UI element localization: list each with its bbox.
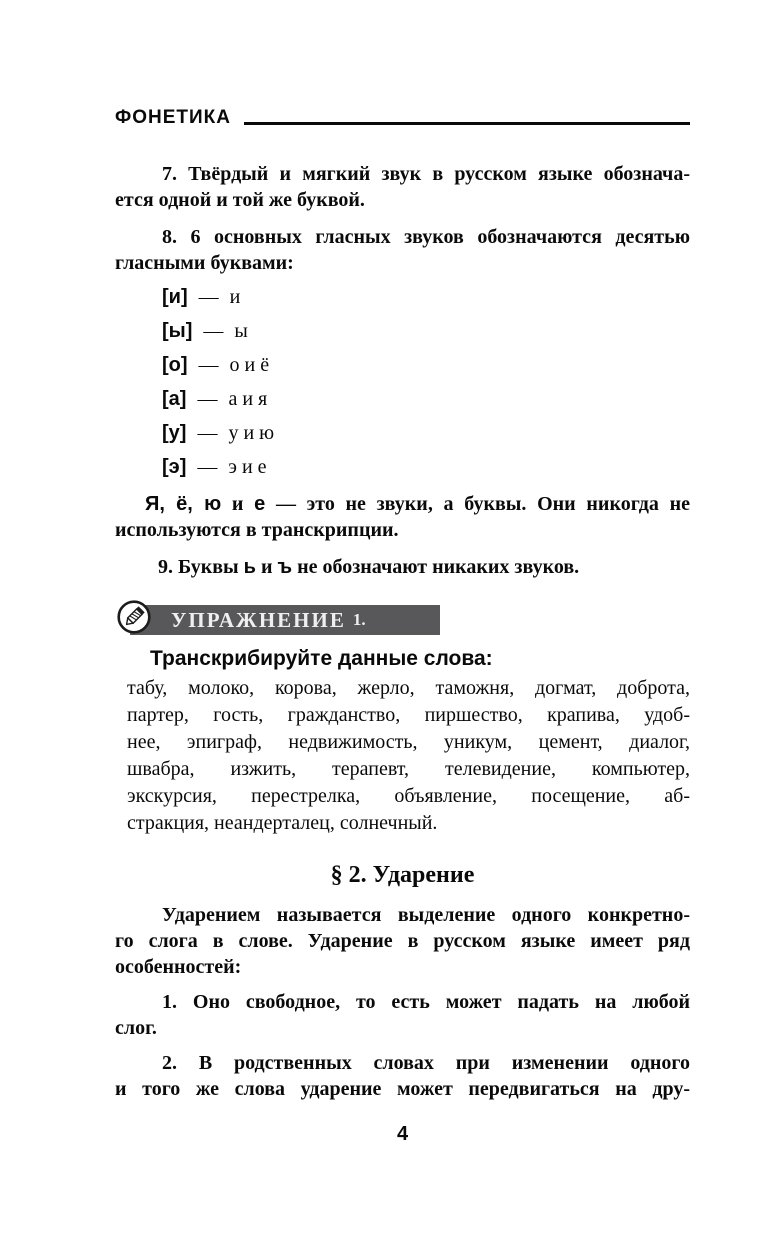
text-line: 1. Оно свободное, то есть может падать на любой (162, 991, 690, 1013)
text-line: и того же слова ударение может передвигаться на дру- (115, 1078, 690, 1100)
section2-paragraph-1 (115, 902, 690, 980)
text-line: особенностей: (115, 956, 242, 978)
text-line: 8. 6 основных гласных звуков обозначаются десятью (162, 226, 690, 248)
dash-separator: — (203, 320, 224, 342)
dash-separator: — (197, 388, 218, 410)
text-line: Ударением называется выделение одного конкретно- (162, 904, 690, 926)
text-segment: и (255, 556, 278, 578)
text-line (115, 554, 690, 580)
text-line: гласными буквами: (115, 252, 294, 274)
sound-transcription: [о] (162, 354, 188, 376)
exercise-banner-bar (130, 605, 440, 635)
text-line: стракция, неандерталец, солнечный. (127, 812, 438, 834)
header-divider-line (244, 122, 690, 125)
text-line: партер, гость, гражданство, пиршество, крапива, удоб- (127, 704, 690, 726)
letters: у и ю (228, 422, 275, 444)
emphasized-letters: Я, ё, ю (145, 493, 222, 515)
page-number: 4 (396, 1123, 409, 1145)
paragraph-9 (115, 554, 690, 580)
chapter-title: ФОНЕТИКА (115, 107, 231, 128)
text-line: швабра, изжить, терапевт, телевидение, компьютер, (127, 758, 690, 780)
exercise-task: Транскрибируйте данные слова: (150, 647, 493, 670)
paragraph-7 (115, 161, 690, 213)
sound-letter-row (115, 386, 690, 412)
exercise-number: 1. (352, 610, 366, 629)
emphasized-letters: е (254, 493, 266, 515)
sound-letter-row (115, 284, 690, 310)
sound-letter-row (115, 454, 690, 480)
text-segment: 9. Буквы (158, 556, 244, 578)
exercise-title: УПРАЖНЕНИЕ (171, 607, 346, 632)
text-line: нее, эпиграф, недвижимость, уникум, цемент, диалог, (127, 731, 690, 753)
section2-paragraph-2 (115, 989, 690, 1041)
letters: э и е (228, 456, 267, 478)
dash-separator: — (198, 354, 219, 376)
text-segment: — это не звуки, а буквы. Они никогда не (265, 493, 690, 515)
exercise-banner (115, 600, 690, 634)
sound-letter-row (115, 420, 690, 446)
exercise-word-list (127, 675, 690, 837)
sound-letter-row (115, 352, 690, 378)
section2-paragraph-3 (115, 1050, 690, 1102)
text-segment: не обозначают никаких звуков. (292, 556, 580, 578)
text-line: используются в транскрипции. (115, 519, 399, 541)
pencil-icon (117, 600, 151, 634)
text-line: экскурсия, перестрелка, объявление, посещение, аб- (127, 785, 690, 807)
emphasized-letters: ь (243, 556, 256, 578)
dash-separator: — (197, 456, 218, 478)
text-line: слог. (115, 1017, 157, 1039)
section-heading: § 2. Ударение (330, 862, 475, 888)
text-line: 2. В родственных словах при изменении одного (162, 1052, 690, 1074)
sound-transcription: [а] (162, 388, 187, 410)
dash-separator: — (198, 286, 219, 308)
letters: о и ё (229, 354, 270, 376)
text-segment: и (221, 493, 255, 515)
running-head (115, 104, 690, 127)
paragraph-8 (115, 224, 690, 276)
dash-separator: — (197, 422, 218, 444)
letters: а и я (228, 388, 268, 410)
sound-letter-list (115, 284, 690, 480)
emphasized-letters: ъ (277, 556, 293, 578)
sound-transcription: [ы] (162, 320, 193, 342)
text-line: го слога в слове. Ударение в русском языке имеет ряд (115, 930, 690, 952)
text-line (115, 491, 690, 517)
text-line: 7. Твёрдый и мягкий звук в русском языке обознача- (162, 163, 690, 185)
text-line: ется одной и той же буквой. (115, 189, 365, 211)
paragraph-letters-note (115, 491, 690, 543)
letters: ы (234, 320, 248, 342)
sound-transcription: [э] (162, 456, 187, 478)
letters: и (229, 286, 241, 308)
text-line: табу, молоко, корова, жерло, таможня, догмат, доброта, (127, 677, 690, 699)
sound-transcription: [и] (162, 286, 188, 308)
sound-letter-row (115, 318, 690, 344)
sound-transcription: [у] (162, 422, 187, 444)
